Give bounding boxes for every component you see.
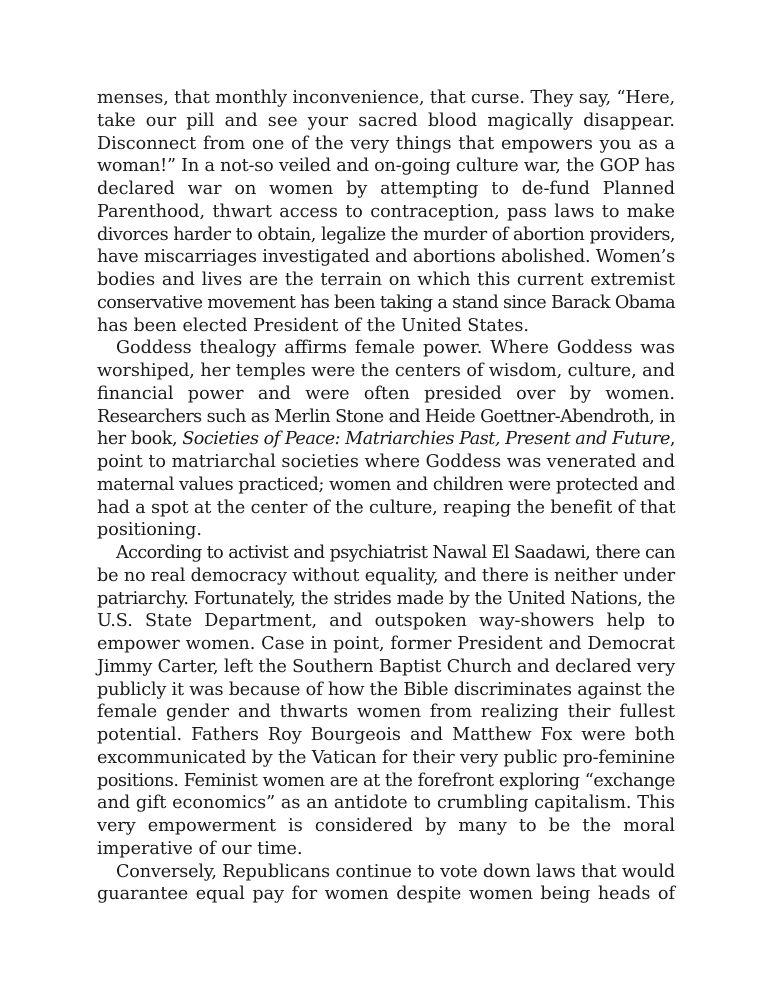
paragraph-4: [97, 861, 675, 907]
text-line: financial power and were often presided over by women.: [97, 383, 675, 404]
text-line: potential. Fathers Roy Bourgeois and Matthew Fox were both: [97, 725, 675, 745]
text-line: menses, that monthly inconvenience, that curse. They say, “Here,: [97, 88, 675, 108]
text-line: U.S. State Department, and outspoken way-showers help to: [97, 611, 675, 632]
text-line: Jimmy Carter, left the Southern Baptist Church and declared very: [97, 656, 675, 677]
text-line: point to matriarchal societies where Goddess was venerated and: [97, 452, 675, 472]
text-line: guarantee equal pay for women despite women being heads of: [97, 884, 675, 905]
text-line: female gender and thwarts women from realizing their fullest: [97, 702, 675, 723]
text-line: maternal values practiced; women and children were protected and: [97, 474, 675, 495]
book-title: Societies of Peace: Matriarchies Past, Present and Future: [182, 429, 670, 450]
text-line: Goddess thealogy affirms female power. Where Goddess was: [116, 338, 675, 359]
text-line: had a spot at the center of the culture, reaping the benefit of that: [97, 497, 676, 518]
paragraph-2: [97, 337, 675, 542]
text-line: patriarchy. Fortunately, the strides made by the United Nations, the: [97, 588, 675, 609]
text-line: and gift economics” as an antidote to crumbling capitalism. This: [97, 793, 675, 814]
text-line: excommunicated by the Vatican for their very public pro-feminine: [97, 747, 675, 768]
paragraph-1: [97, 87, 675, 337]
paragraph-3: [97, 542, 675, 861]
text-line: bodies and lives are the terrain on which this current extremist: [97, 270, 675, 290]
text-line: Parenthood, thwart access to contraception, pass laws to make: [97, 201, 675, 222]
text-line: conservative movement has been taking a stand since Barack Obama: [97, 292, 675, 313]
text-line: publicly it was because of how the Bible discriminates against the: [97, 679, 675, 700]
book-line-suffix: ,: [669, 429, 675, 450]
text-line: have miscarriages investigated and abortions abolished. Women’s: [97, 247, 675, 268]
text-line: very empowerment is considered by many to be the moral: [97, 816, 675, 836]
text-line: imperative of our time.: [97, 838, 303, 859]
text-line: positions. Feminist women are at the forefront exploring “exchange: [97, 770, 675, 791]
text-line: Researchers such as Merlin Stone and Heide Goettner-Abendroth, in: [97, 406, 675, 427]
text-line: declared war on women by attempting to de-fund Planned: [97, 179, 675, 199]
text-line: divorces harder to obtain, legalize the murder of abortion providers,: [97, 224, 675, 245]
text-line: empower women. Case in point, former President and Democrat: [97, 634, 675, 654]
document-page: [97, 87, 675, 906]
text-line-book-title: [97, 428, 675, 451]
text-line: be no real democracy without equality, and there is neither under: [97, 565, 675, 586]
text-line: woman!” In a not-so veiled and on-going culture war, the GOP has: [97, 156, 675, 177]
text-line: According to activist and psychiatrist Nawal El Saadawi, there can: [116, 543, 675, 563]
text-line: Disconnect from one of the very things that empowers you as a: [97, 133, 675, 154]
text-line: Conversely, Republicans continue to vote down laws that would: [116, 861, 675, 882]
book-line-prefix: her book,: [97, 429, 183, 450]
text-line: worshiped, her temples were the centers of wisdom, culture, and: [97, 361, 675, 381]
text-line: has been elected President of the United States.: [97, 315, 530, 336]
text-line: positioning.: [97, 520, 202, 541]
text-line: take our pill and see your sacred blood magically disappear.: [97, 110, 675, 131]
